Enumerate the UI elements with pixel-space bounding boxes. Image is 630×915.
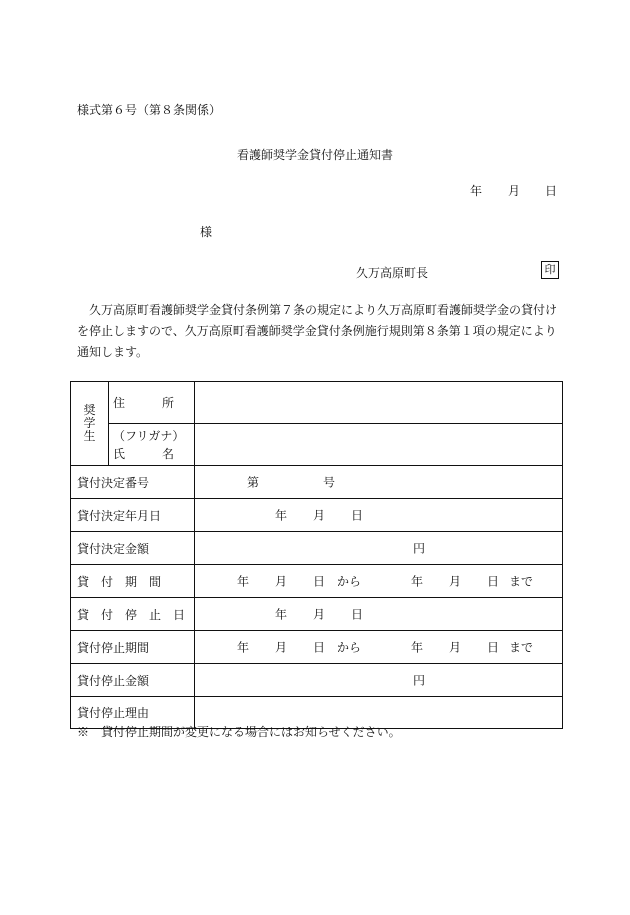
date-day-label: 日 bbox=[545, 184, 558, 198]
table-row bbox=[71, 664, 563, 697]
table-row bbox=[71, 598, 563, 631]
table-row bbox=[71, 532, 563, 565]
decision-number-label: 貸付決定番号 bbox=[71, 466, 195, 499]
name-label: （フリガナ） 氏 名 bbox=[109, 424, 195, 466]
address-label: 住 所 bbox=[109, 382, 195, 424]
stop-date-field[interactable]: 年 月 日 bbox=[195, 598, 563, 631]
stop-period-label: 貸付停止期間 bbox=[71, 631, 195, 664]
student-group-label: 奨 学 生 bbox=[71, 382, 109, 466]
stop-date-label: 貸 付 停 止 日 bbox=[71, 598, 195, 631]
seal-mark: 印 bbox=[541, 261, 559, 279]
table-row bbox=[71, 565, 563, 598]
form-number: 様式第６号（第８条関係） bbox=[77, 103, 222, 117]
name-field[interactable] bbox=[195, 424, 563, 466]
table-row bbox=[71, 466, 563, 499]
stop-amount-label: 貸付停止金額 bbox=[71, 664, 195, 697]
decision-amount-label: 貸付決定金額 bbox=[71, 532, 195, 565]
loan-period-field[interactable]: 年 月 日 から 年 月 日 まで bbox=[195, 565, 563, 598]
furigana-label: （フリガナ） bbox=[113, 428, 185, 443]
date-month-label: 月 bbox=[508, 184, 521, 198]
date-year-label: 年 bbox=[470, 184, 483, 198]
body-paragraph: 久万高原町看護師奨学金貸付条例第７条の規定により久万高原町看護師奨学金の貸付けを停止しますので、久万高原町看護師奨学金貸付条例施行規則第８条第１項の規定により通知します。 bbox=[77, 303, 558, 359]
stop-amount-field[interactable]: 円 bbox=[195, 664, 563, 697]
table-row bbox=[71, 631, 563, 664]
stop-period-field[interactable]: 年 月 日 から 年 月 日 まで bbox=[195, 631, 563, 664]
recipient-suffix: 様 bbox=[200, 225, 213, 239]
table-row bbox=[71, 382, 563, 424]
notice-table bbox=[70, 381, 563, 729]
address-field[interactable] bbox=[195, 382, 563, 424]
loan-period-label: 貸 付 期 間 bbox=[71, 565, 195, 598]
decision-date-field[interactable]: 年 月 日 bbox=[195, 499, 563, 532]
sender-title: 久万高原町長 bbox=[356, 266, 429, 280]
decision-date-label: 貸付決定年月日 bbox=[71, 499, 195, 532]
table-row bbox=[71, 499, 563, 532]
decision-amount-field[interactable]: 円 bbox=[195, 532, 563, 565]
document-title: 看護師奨学金貸付停止通知書 bbox=[236, 148, 393, 162]
decision-number-field[interactable]: 第 号 bbox=[195, 466, 563, 499]
table-row bbox=[71, 424, 563, 466]
footnote: ※ 貸付停止期間が変更になる場合にはお知らせください。 bbox=[77, 725, 401, 739]
stop-reason-label: 貸付停止理由 bbox=[71, 697, 195, 729]
